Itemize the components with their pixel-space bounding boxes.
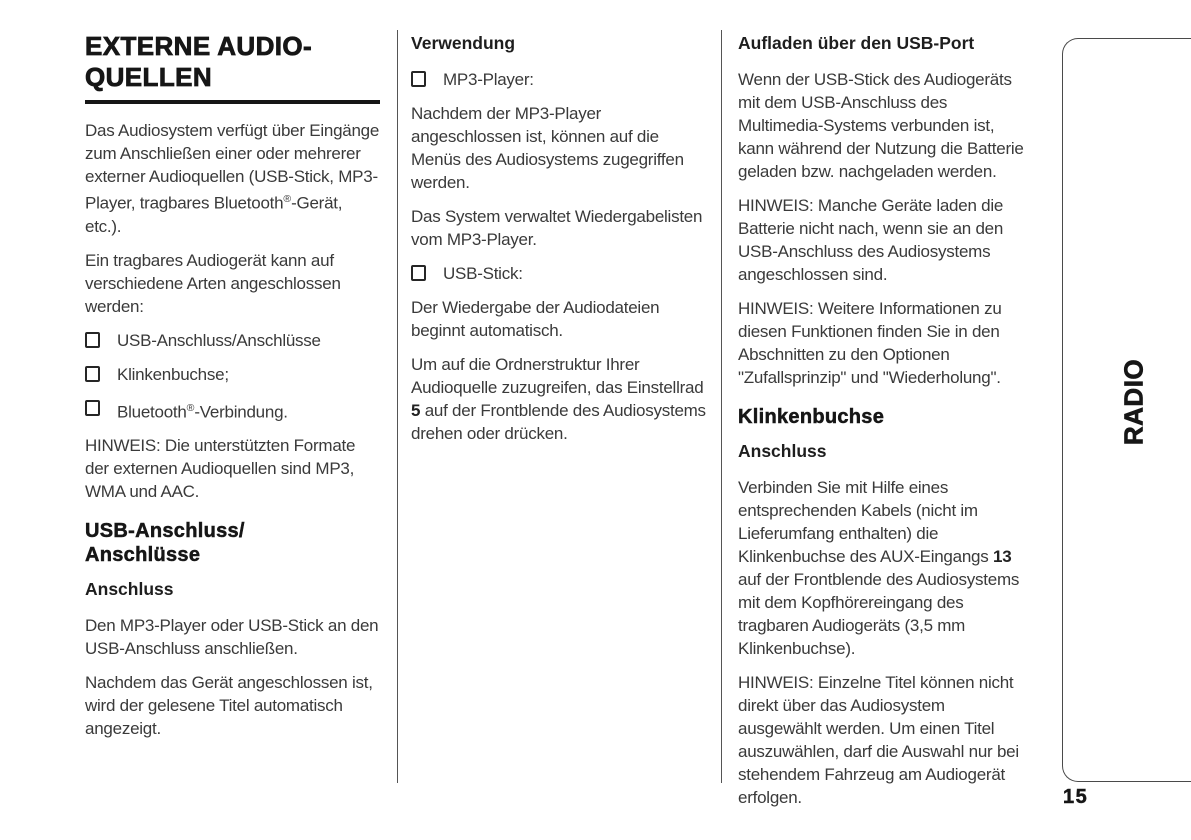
column-1 (85, 30, 397, 783)
paragraph (738, 68, 1031, 183)
text-segment: USB-Anschluss/Anschlüsse (117, 330, 321, 350)
text-segment: 5 (411, 401, 421, 420)
bullet-item (85, 397, 380, 424)
subheading: Anschluss (85, 579, 174, 600)
registered-trademark-symbol: ® (283, 193, 292, 205)
paragraph (411, 296, 707, 342)
square-bullet-icon (85, 332, 100, 348)
paragraph (85, 614, 380, 660)
section-heading (738, 405, 1031, 429)
paragraph (85, 119, 380, 238)
text-segment: Bluetooth (117, 402, 187, 422)
paragraph (738, 297, 1031, 389)
section-heading-line: Anschlüsse (85, 544, 201, 567)
text-segment: Nachdem das Gerät angeschlossen ist, wird der gelesene Titel automatisch angezeigt. (85, 673, 373, 739)
square-bullet-icon (85, 366, 100, 382)
bullet-item (411, 262, 707, 285)
page-number: 15 (1063, 786, 1089, 808)
paragraph (411, 102, 707, 194)
page-title (85, 31, 380, 93)
text-segment: 13 (992, 547, 1012, 566)
subheading: Aufladen über den USB-Port (738, 33, 975, 53)
square-bullet-icon (411, 265, 426, 281)
column-3 (721, 30, 1031, 807)
text-segment: HINWEIS: Die unterstützten Formate der externen Audioquellen sind MP3, WMA und AAC. (85, 436, 356, 502)
paragraph (85, 671, 380, 740)
text-segment: Um auf die Ordnerstruktur Ihrer Audioquelle zuzugreifen, das Einstellrad (411, 355, 704, 397)
text-segment: Der Wiedergabe der Audiodateien beginnt automatisch. (411, 298, 660, 340)
text-segment: Ein tragbares Audiogerät kann auf verschiedene Arten angeschlossen werden: (85, 250, 341, 316)
paragraph (738, 476, 1031, 660)
page-title-line: EXTERNE AUDIO- (85, 31, 313, 61)
page-content (85, 30, 1031, 807)
section-heading-line: Klinkenbuchse (738, 406, 885, 428)
bullet-item (411, 68, 707, 91)
paragraph (411, 205, 707, 251)
subheading: Anschluss (738, 441, 827, 461)
paragraph (738, 671, 1031, 809)
text-segment: MP3-Player: (443, 70, 534, 89)
bullet-text (443, 262, 523, 285)
text-segment: auf der Frontblende des Audiosystems mit dem Kopfhörereingang des tragbaren Audiogeräts (3,5 mm Klinkenbuchse). (738, 570, 1020, 658)
paragraph (411, 353, 707, 445)
page-title-line: QUELLEN (85, 62, 213, 92)
column-2 (397, 30, 721, 783)
text-segment: USB-Stick: (443, 264, 523, 283)
bullet-item (85, 329, 380, 352)
bullet-text (117, 329, 321, 352)
text-segment: Den MP3-Player oder USB-Stick an den USB-Anschluss anschließen. (85, 616, 379, 659)
text-segment: HINWEIS: Weitere Informationen zu diesen Funktionen finden Sie in den Abschnitten zu den Optionen "Zufallsprinzip" und "Wiederholung". (738, 299, 1002, 387)
bullet-text (443, 68, 534, 91)
bullet-item (85, 363, 380, 386)
paragraph (85, 434, 380, 503)
chapter-tab-label: RADIO (1118, 358, 1149, 446)
square-bullet-icon (411, 71, 426, 87)
text-segment: Wenn der USB-Stick des Audiogeräts mit dem USB-Anschluss des Multimedia-Systems verbunden ist, kann während der Nutzung die Batterie geladen bzw. nachgeladen werden. (738, 70, 1024, 181)
text-segment: Das Audiosystem verfügt über Eingänge zum Anschließen einer oder mehrerer externer Audioquellen (USB-Stick, MP3-Player, tragbares Bluetooth (85, 121, 380, 213)
text-segment: HINWEIS: Einzelne Titel können nicht direkt über das Audiosystem ausgewählt werden. Um einen Titel auszuwählen, darf die Auswahl nur bei stehendem Fahrzeug am Audiogerät erfolgen. (738, 673, 1019, 807)
bullet-text (117, 397, 288, 424)
text-segment: Klinkenbuchse; (117, 364, 229, 384)
text-segment: auf der Frontblende des Audiosystems drehen oder drücken. (411, 401, 706, 443)
text-segment: -Gerät, etc.). (85, 193, 343, 236)
text-segment: Das System verwaltet Wiedergabelisten vom MP3-Player. (411, 207, 703, 249)
paragraph (85, 249, 380, 318)
text-segment: Nachdem der MP3-Player angeschlossen ist, können auf die Menüs des Audiosystems zugegriffen werden. (411, 104, 684, 192)
subheading: Verwendung (411, 33, 516, 53)
registered-trademark-symbol: ® (186, 401, 195, 414)
square-bullet-icon (85, 400, 100, 416)
paragraph (738, 194, 1031, 286)
title-underline (85, 100, 380, 104)
section-heading (85, 519, 380, 567)
bullet-text (117, 363, 229, 386)
text-segment: -Verbindung. (194, 402, 288, 422)
section-heading-line: USB-Anschluss/ (85, 520, 245, 543)
text-segment: HINWEIS: Manche Geräte laden die Batterie nicht nach, wenn sie an den USB-Anschluss des Audiosystems angeschlossen sind. (738, 196, 1004, 284)
text-segment: Verbinden Sie mit Hilfe eines entsprechenden Kabels (nicht im Lieferumfang enthalten) die Klinkenbuchse des AUX-Eingangs (738, 478, 993, 566)
